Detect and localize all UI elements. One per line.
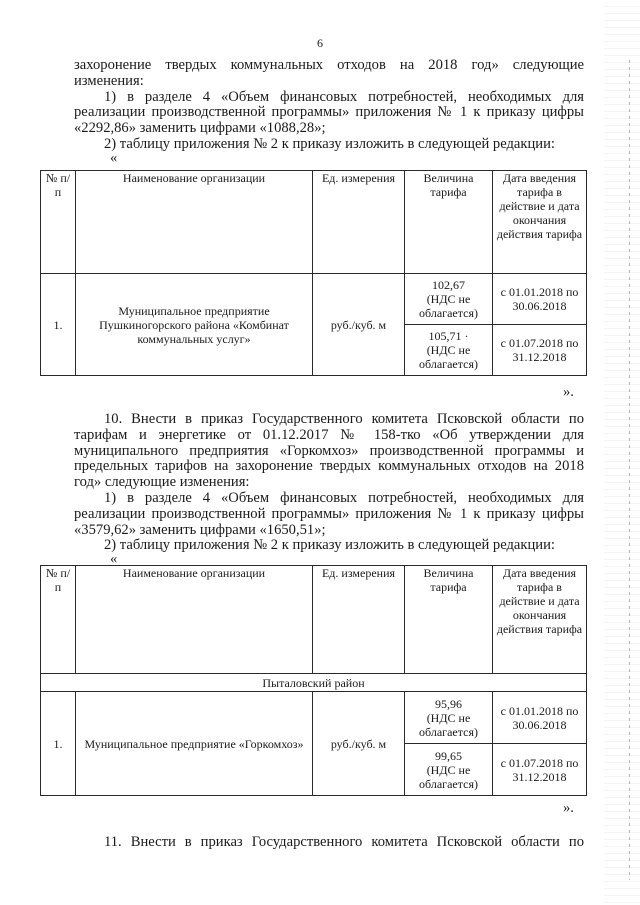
close-quote: ». xyxy=(563,800,574,816)
tariff-cell xyxy=(405,692,493,744)
header-num: № п/п xyxy=(41,171,76,274)
org-name: Муниципальное предприятие «Горкомхоз» xyxy=(76,692,313,796)
period-cell: с 01.07.2018 по 31.12.2018 xyxy=(493,744,587,796)
open-quote: « xyxy=(110,149,118,166)
tariff-cell xyxy=(405,274,493,325)
section-10-text: 10. Внести в приказ Государственного комитета Псковской области по тарифам и энергетике от 01.12.2017 № 158-тко «Об утверждении для муниципального предприятия «Горкомхоз» производственной программы и предельных тарифов на захоронение твердых коммунальных отходов на 2018 год» следующие изменения: xyxy=(74,411,584,491)
vat-note: (НДС не облагается) xyxy=(419,343,478,371)
header-date: Дата введения тарифа в действие и дата окончания действия тарифа xyxy=(493,171,587,274)
tariff-table-1 xyxy=(40,170,587,376)
scan-mark xyxy=(629,60,630,880)
intro-line: захоронение твердых коммунальных отходов на 2018 год» следующие изменения: xyxy=(74,57,584,89)
vat-note: (НДС не облагается) xyxy=(419,762,478,791)
table-row xyxy=(41,692,587,744)
section-10 xyxy=(74,411,584,568)
period-cell: с 01.01.2018 по 30.06.2018 xyxy=(493,274,587,325)
header-tariff: Величина тарифа xyxy=(405,171,493,274)
row-num: 1. xyxy=(41,692,76,796)
tariff-cell xyxy=(405,744,493,796)
org-name: Муниципальное предприятие Пушкиногорского района «Комбинат коммунальных услуг» xyxy=(76,274,313,376)
section-11 xyxy=(74,835,584,851)
tariff-value: 99,65 xyxy=(435,748,462,763)
vat-note: (НДС не облагается) xyxy=(419,710,478,739)
header-date: Дата введения тарифа в действие и дата окончания действия тарифа xyxy=(493,566,587,674)
table-row xyxy=(41,274,587,325)
district-name: Пыталовский район xyxy=(41,674,587,692)
tariff-value: 95,96 xyxy=(435,696,462,711)
period-cell: с 01.07.2018 по 31.12.2018 xyxy=(493,325,587,376)
header-num: № п/п xyxy=(41,566,76,674)
intro-block xyxy=(74,57,584,166)
table-header-row xyxy=(41,566,587,674)
tariff-value: 105,71 · xyxy=(428,329,469,343)
header-tariff: Величина тарифа xyxy=(405,566,493,674)
vat-note: (НДС не облагается) xyxy=(419,292,478,320)
section-10-item-2: 2) таблицу приложения № 2 к приказу изложить в следующей редакции: xyxy=(104,537,555,554)
unit-cell: руб./куб. м xyxy=(313,274,405,376)
unit-cell: руб./куб. м xyxy=(313,692,405,796)
table-header-row xyxy=(41,171,587,274)
header-org: Наименование организации xyxy=(76,171,313,274)
header-unit: Ед. измерения xyxy=(313,566,405,674)
district-row xyxy=(41,674,587,692)
tariff-cell xyxy=(405,325,493,376)
row-num: 1. xyxy=(41,274,76,376)
section-11-text: 11. Внести в приказ Государственного комитета Псковской области по xyxy=(104,834,584,850)
close-quote: ». xyxy=(563,384,574,400)
open-quote: « xyxy=(110,551,118,568)
tariff-table-2 xyxy=(40,565,587,796)
scan-margin xyxy=(604,0,640,905)
intro-item-1: 1) в разделе 4 «Объем финансовых потребностей, необходимых для реализации производственной программы» приложения № 1 к приказу цифры «2292,86» заменить цифрами «1088,28»; xyxy=(74,88,584,137)
section-10-item-1: 1) в разделе 4 «Объем финансовых потребностей, необходимых для реализации производственной программы» приложения № 1 к приказу цифры «3579,62» заменить цифрами «1650,51»; xyxy=(74,489,584,538)
page-number: 6 xyxy=(317,36,323,50)
tariff-value: 102,67 xyxy=(432,278,465,292)
header-org: Наименование организации xyxy=(76,566,313,674)
intro-item-2: 2) таблицу приложения № 2 к приказу изложить в следующей редакции: xyxy=(104,135,555,152)
period-cell: с 01.01.2018 по 30.06.2018 xyxy=(493,692,587,744)
header-unit: Ед. измерения xyxy=(313,171,405,274)
